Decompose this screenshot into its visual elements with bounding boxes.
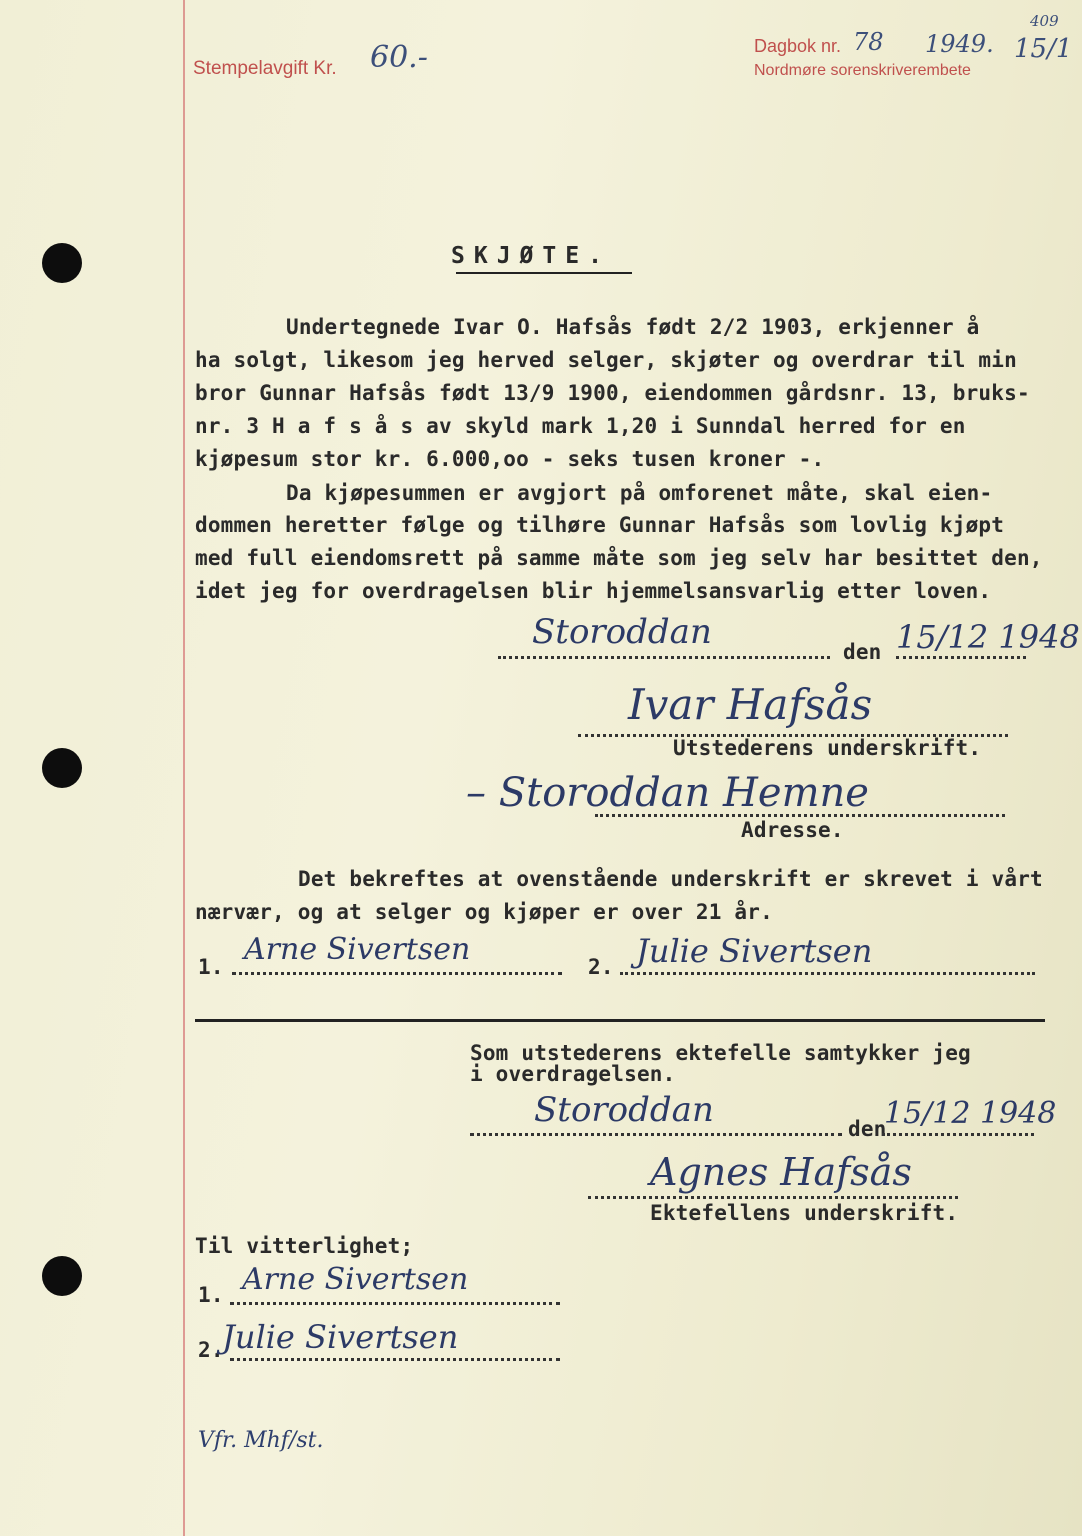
dagbok-number: 78	[853, 28, 884, 56]
issuer-signature: Ivar Hafsås	[628, 680, 873, 729]
spouse-den-label: den	[848, 1117, 887, 1141]
page-number: 409	[1030, 12, 1059, 30]
witness-statement-line: Det bekreftes at ovenstående underskrift er skrevet i vårt	[298, 867, 1043, 891]
punch-hole-top	[42, 243, 82, 283]
address-dotted-line	[595, 814, 1005, 817]
punch-hole-bottom	[42, 1256, 82, 1296]
body-line: idet jeg for overdragelsen blir hjemmelsansvarlig etter loven.	[195, 579, 992, 603]
vitterlighet-number-1: 1.	[198, 1283, 224, 1307]
body-line: Undertegnede Ivar O. Hafsås født 2/2 1903, erkjenner å	[286, 315, 980, 339]
body-line: ha solgt, likesom jeg herved selger, skjøter og overdrar til min	[195, 348, 1017, 372]
vitterlighet-2-dotted-line	[230, 1358, 560, 1361]
spouse-signature: Agnes Hafsås	[650, 1150, 912, 1194]
vitterlighet-number-2: 2.	[198, 1338, 224, 1362]
margin-line	[183, 0, 185, 1536]
date-dotted-line	[896, 656, 1026, 659]
body-line: dommen heretter følge og tilhøre Gunnar Hafsås som lovlig kjøpt	[195, 513, 1005, 537]
dagbok-year: 1949.	[925, 30, 994, 58]
section-divider	[195, 1019, 1045, 1022]
witness-2-signature: Julie Sivertsen	[636, 932, 873, 970]
spouse-place-dotted-line	[470, 1133, 842, 1136]
punch-hole-middle	[42, 748, 82, 788]
vitterlighet-witness-2: Julie Sivertsen	[222, 1318, 459, 1356]
spouse-signature-label: Ektefellens underskrift.	[650, 1201, 959, 1225]
body-line: med full eiendomsrett på samme måte som jeg selv har besittet den,	[195, 546, 1043, 570]
place-dotted-line	[498, 656, 830, 659]
dagbok-date: 15/1	[1014, 34, 1073, 64]
witness-statement-line: nærvær, og at selger og kjøper er over 21 år.	[195, 900, 773, 924]
witness-number-1: 1.	[198, 955, 224, 979]
witness-1-dotted-line	[232, 972, 562, 975]
body-line: Da kjøpesummen er avgjort på omforenet måte, skal eien-	[286, 481, 993, 505]
body-line: kjøpesum stor kr. 6.000,oo - seks tusen kroner -.	[195, 447, 825, 471]
spouse-consent-line: Som utstederens ektefelle samtykker jeg	[470, 1041, 971, 1065]
stamp-fee-label: Stempelavgift Kr.	[193, 58, 337, 79]
spouse-date-dotted-line	[882, 1133, 1034, 1136]
spouse-date-handwritten: 15/12 1948	[884, 1096, 1057, 1131]
den-label: den	[843, 640, 882, 664]
witness-number-2: 2.	[588, 955, 614, 979]
body-line: nr. 3 H a f s å s av skyld mark 1,20 i Sunndal herred for en	[195, 414, 966, 438]
issuer-signature-label: Utstederens underskrift.	[673, 736, 982, 760]
bottom-note: Vfr. Mhf/st.	[198, 1428, 324, 1453]
address-handwritten: – Storoddan Hemne	[466, 770, 869, 816]
witness-2-dotted-line	[620, 972, 1035, 975]
vitterlighet-1-dotted-line	[230, 1302, 560, 1305]
witness-1-signature: Arne Sivertsen	[244, 932, 471, 967]
spouse-signature-dotted-line	[588, 1196, 958, 1199]
body-line: bror Gunnar Hafsås født 13/9 1900, eiendommen gårdsnr. 13, bruks-	[195, 381, 1030, 405]
document-title: SKJØTE.	[451, 243, 611, 269]
stamp-fee-value: 60.-	[370, 40, 428, 75]
title-underline	[456, 272, 632, 274]
spouse-consent-line: i overdragelsen.	[470, 1062, 676, 1086]
office-stamp: Nordmøre sorenskriverembete	[754, 62, 971, 79]
til-vitterlighet-label: Til vitterlighet;	[195, 1234, 414, 1258]
dagbok-label: Dagbok nr.	[754, 36, 842, 56]
vitterlighet-witness-1: Arne Sivertsen	[242, 1262, 469, 1297]
place-handwritten: Storoddan	[532, 612, 712, 652]
date-handwritten: 15/12 1948	[896, 618, 1080, 656]
spouse-place-handwritten: Storoddan	[534, 1090, 714, 1130]
address-label: Adresse.	[741, 818, 844, 842]
